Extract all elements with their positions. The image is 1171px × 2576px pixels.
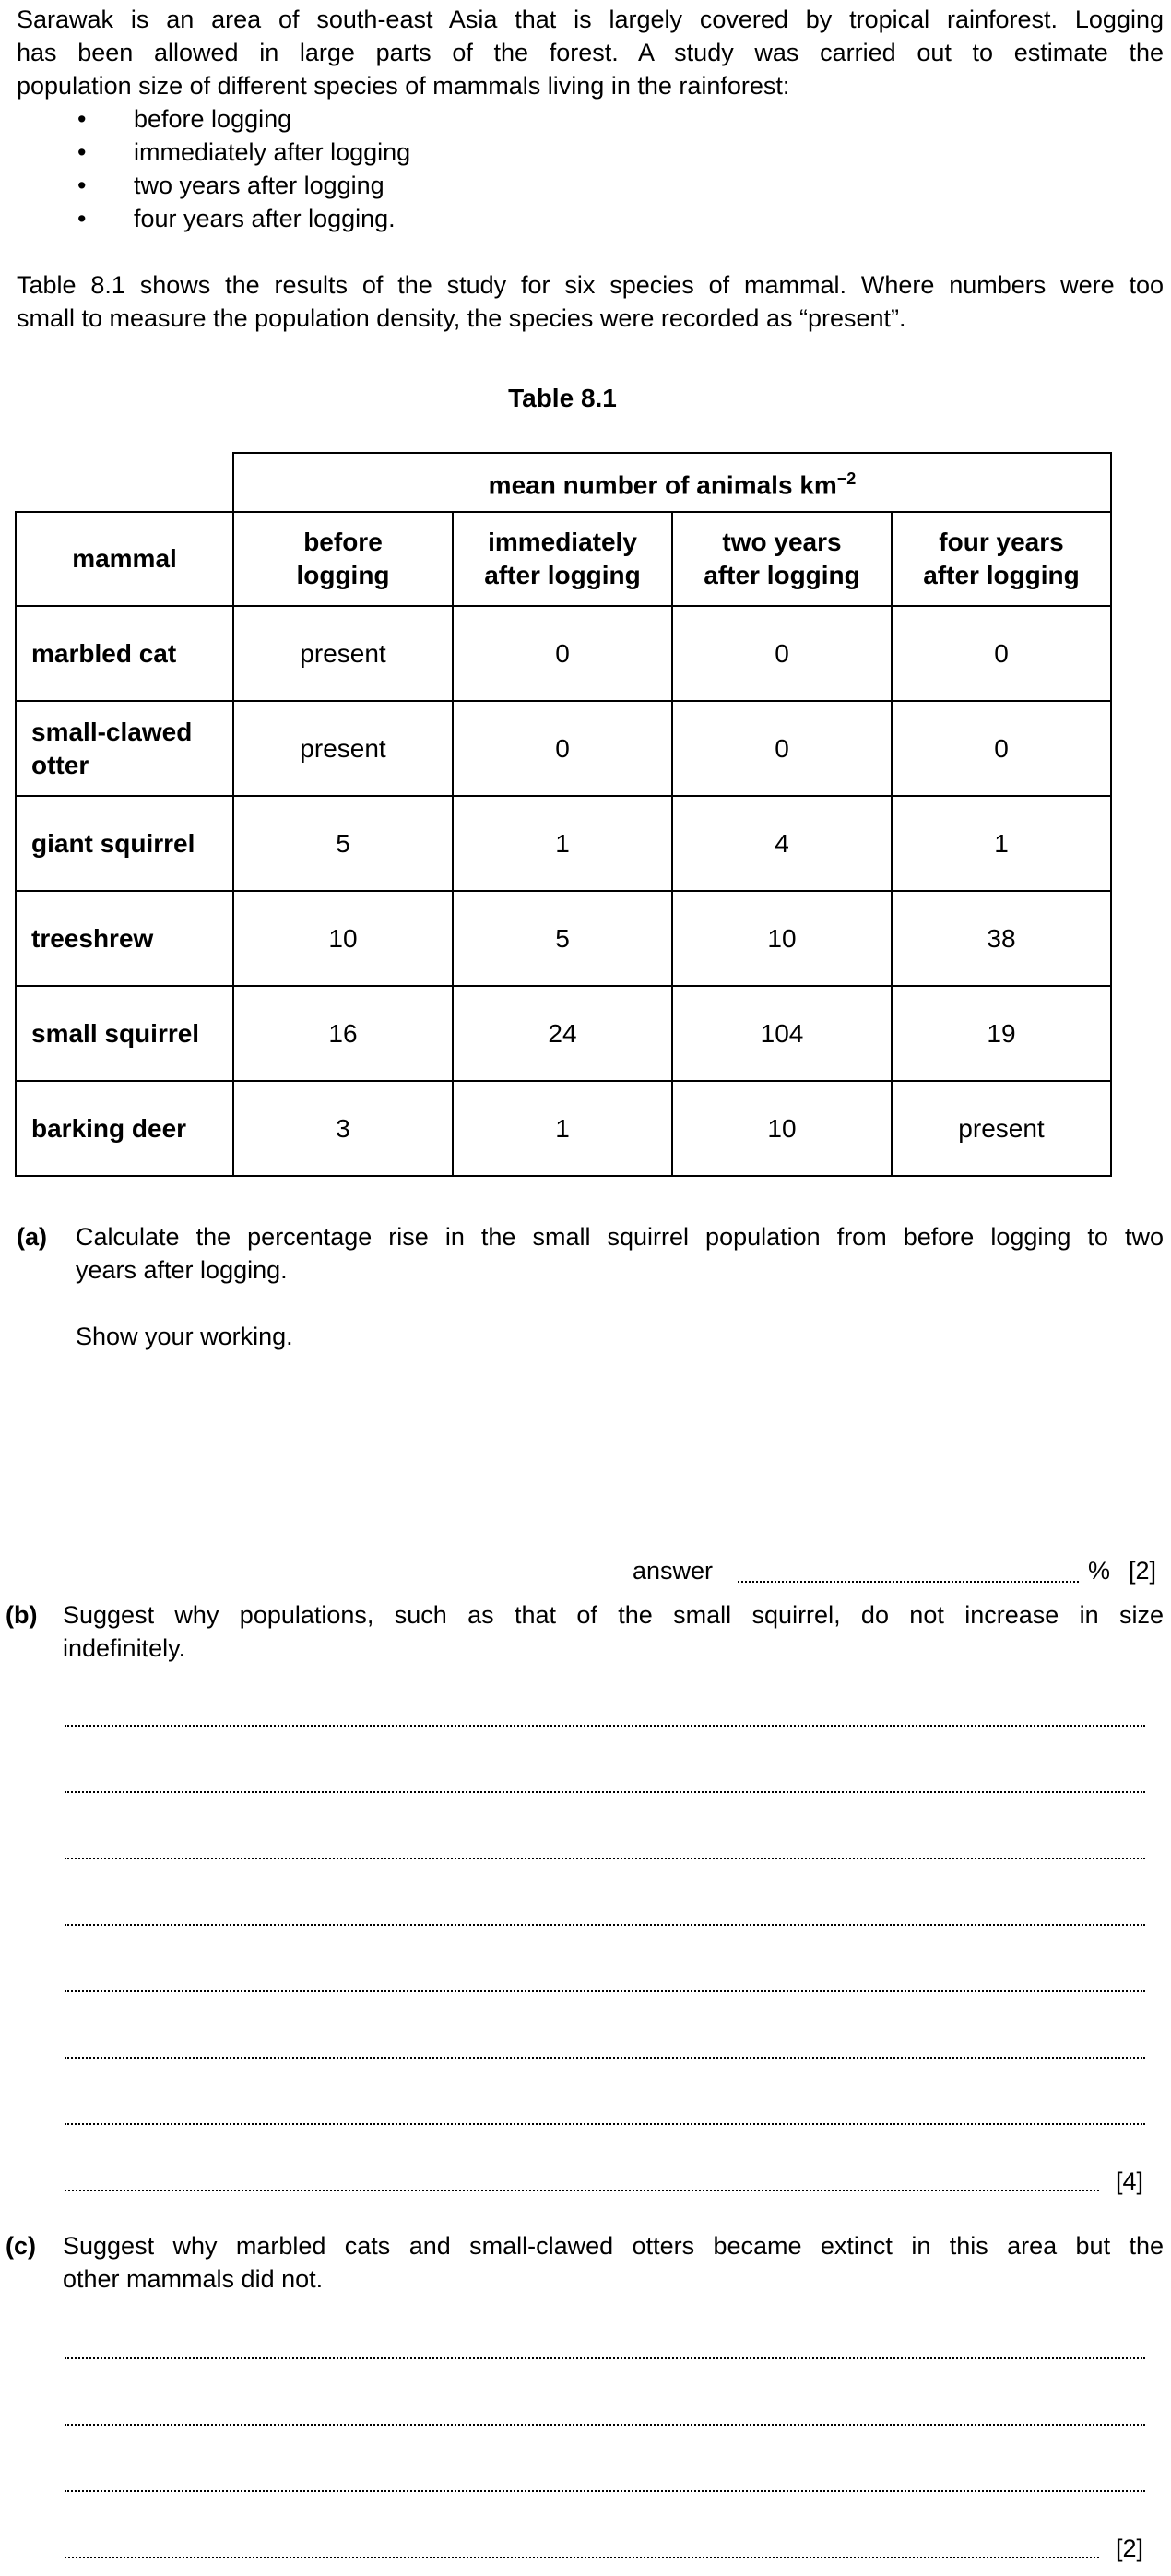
data-table: [15, 452, 1112, 1177]
question-c-label: (c): [6, 2232, 36, 2260]
table-cell: present: [892, 1081, 1111, 1176]
table-cell: 10: [672, 891, 892, 986]
bullet-item: immediately after logging: [134, 138, 411, 166]
answer-line[interactable]: [65, 1858, 1145, 1859]
table-cell: 24: [453, 986, 672, 1081]
question-c-line-1: Suggest why marbled cats and small-clawed otters became extinct in this area but the: [63, 2232, 1164, 2260]
intro-line-1: Sarawak is an area of south-east Asia that is largely covered by tropical rainforest. Logging: [17, 6, 1164, 33]
column-header: immediately after logging: [453, 512, 672, 606]
row-label: barking deer: [16, 1081, 233, 1176]
answer-line[interactable]: [65, 2557, 1099, 2558]
table-row: [16, 796, 1111, 891]
table-cell: 0: [892, 701, 1111, 796]
table-cell: 5: [453, 891, 672, 986]
marks-c: [2]: [1116, 2534, 1144, 2562]
table-cell: 3: [233, 1081, 453, 1176]
row-label: treeshrew: [16, 891, 233, 986]
marks-b: [4]: [1116, 2167, 1144, 2195]
table-corner: [16, 453, 233, 512]
table-cell: 0: [672, 701, 892, 796]
answer-unit: %: [1088, 1557, 1111, 1585]
table-cell: 1: [453, 1081, 672, 1176]
bullet-icon: •: [77, 105, 87, 133]
table-row: [16, 891, 1111, 986]
table-row: [16, 701, 1111, 796]
table-row: [16, 606, 1111, 701]
table-cell: 0: [453, 701, 672, 796]
column-header: before logging: [233, 512, 453, 606]
row-label: giant squirrel: [16, 796, 233, 891]
answer-field[interactable]: [738, 1581, 1079, 1583]
para2-line-2: small to measure the population density, the species were recorded as “present”.: [17, 304, 906, 332]
table-cell: 5: [233, 796, 453, 891]
table-cell: 10: [233, 891, 453, 986]
question-b-line-2: indefinitely.: [63, 1634, 186, 1662]
row-label: marbled cat: [16, 606, 233, 701]
table-cell: 16: [233, 986, 453, 1081]
table-cell: 1: [453, 796, 672, 891]
table-row: [16, 1081, 1111, 1176]
table-cell: 10: [672, 1081, 892, 1176]
bullet-icon: •: [77, 138, 87, 166]
answer-line[interactable]: [65, 1725, 1145, 1727]
question-a-line-1: Calculate the percentage rise in the small squirrel population from before logging to two: [76, 1223, 1164, 1251]
question-b-line-1: Suggest why populations, such as that of the small squirrel, do not increase in size: [63, 1601, 1164, 1629]
row-label: small squirrel: [16, 986, 233, 1081]
mammal-header: mammal: [16, 512, 233, 606]
column-header: four years after logging: [892, 512, 1111, 606]
bullet-icon: •: [77, 172, 87, 199]
answer-line[interactable]: [65, 1924, 1145, 1926]
bullet-item: four years after logging.: [134, 205, 396, 232]
answer-label: answer: [633, 1557, 714, 1585]
question-a-line-2: years after logging.: [76, 1256, 288, 1284]
answer-line[interactable]: [65, 2190, 1099, 2191]
answer-line[interactable]: [65, 2490, 1145, 2492]
column-header: two years after logging: [672, 512, 892, 606]
answer-line[interactable]: [65, 2057, 1145, 2059]
table-cell: present: [233, 606, 453, 701]
answer-line[interactable]: [65, 1990, 1145, 1992]
bullet-icon: •: [77, 205, 87, 232]
question-c-line-2: other mammals did not.: [63, 2265, 324, 2293]
table-cell: 19: [892, 986, 1111, 1081]
bullet-item: before logging: [134, 105, 292, 133]
group-header: mean number of animals $km^{-2}$: [233, 453, 1111, 512]
intro-line-2: has been allowed in large parts of the forest. A study was carried out to estimate the: [17, 39, 1164, 66]
answer-line[interactable]: [65, 1791, 1145, 1793]
intro-line-3: population size of different species of mammals living in the rainforest:: [17, 72, 790, 100]
table-cell: present: [233, 701, 453, 796]
answer-line[interactable]: [65, 2424, 1145, 2426]
table-cell: 0: [672, 606, 892, 701]
question-a-instruction: Show your working.: [76, 1323, 293, 1350]
para2-line-1: Table 8.1 shows the results of the study for six species of mammal. Where numbers were too: [17, 271, 1164, 299]
question-a-label: (a): [17, 1223, 47, 1251]
table-cell: 0: [453, 606, 672, 701]
table-cell: 0: [892, 606, 1111, 701]
table-caption: Table 8.1: [508, 384, 617, 412]
answer-line[interactable]: [65, 2123, 1145, 2125]
table-cell: 104: [672, 986, 892, 1081]
table-cell: 4: [672, 796, 892, 891]
table-cell: 38: [892, 891, 1111, 986]
table-row: [16, 986, 1111, 1081]
marks-a: [2]: [1129, 1557, 1157, 1585]
answer-line[interactable]: [65, 2357, 1145, 2359]
table-cell: 1: [892, 796, 1111, 891]
question-b-label: (b): [6, 1601, 38, 1629]
bullet-item: two years after logging: [134, 172, 384, 199]
row-label: small-clawed otter: [16, 701, 233, 796]
